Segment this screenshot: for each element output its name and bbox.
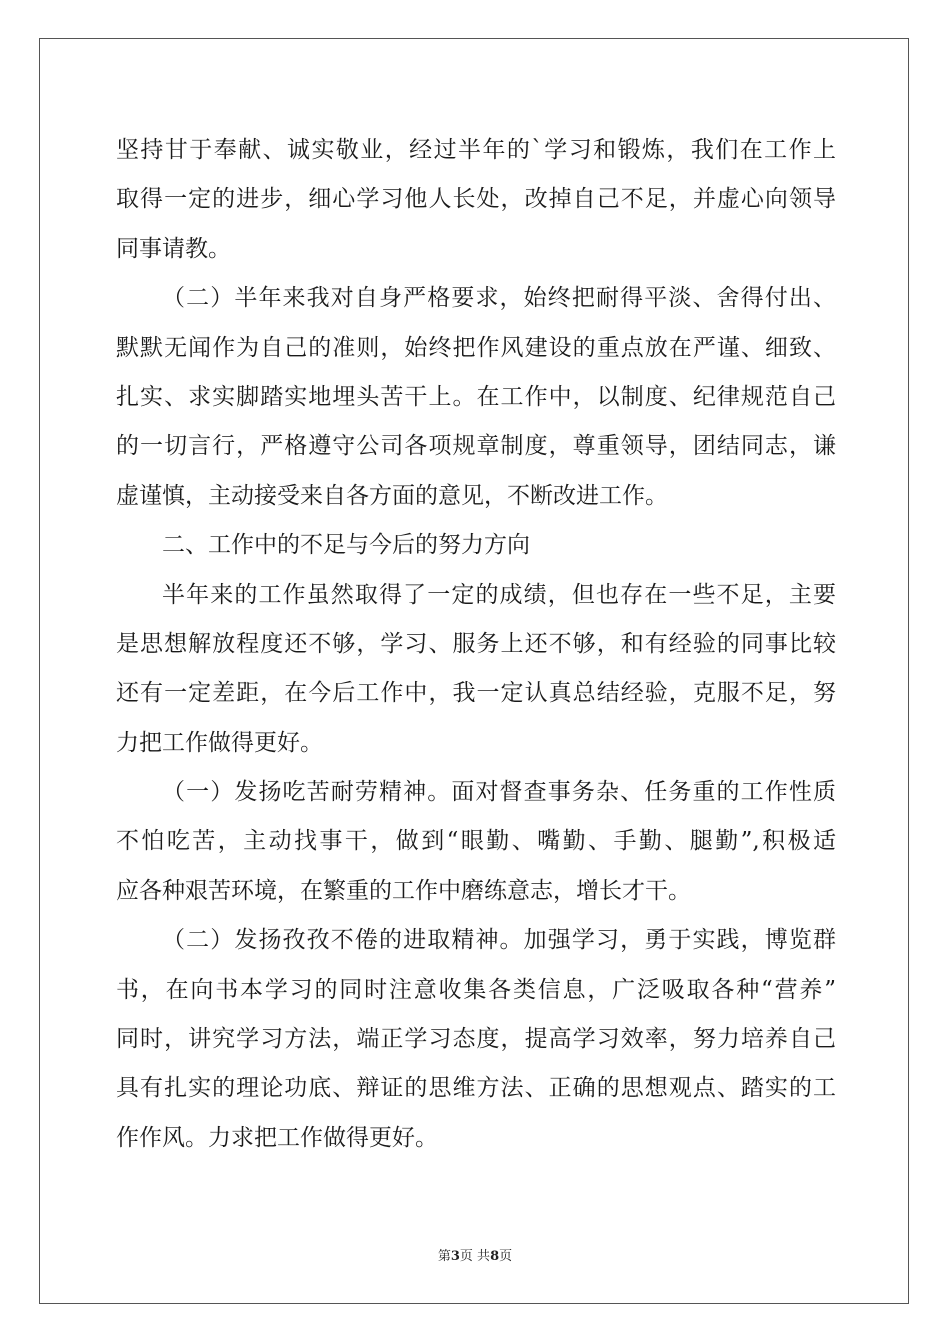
- text-line: 二、工作中的不足与今后的努力方向: [162, 532, 530, 559]
- paragraph: [116, 916, 836, 1163]
- text-line: 默默无闻作为自己的准则，始终把作风建设的重点放在严谨、细致、: [116, 334, 836, 361]
- text-line: 作作风。力求把工作做得更好。: [116, 1124, 438, 1151]
- text-line: （二）发扬孜孜不倦的进取精神。加强学习，勇于实践，博览群: [162, 927, 836, 954]
- text-line: 虚谨慎，主动接受来自各方面的意见，不断改进工作。: [116, 482, 668, 509]
- text-line: 具有扎实的理论功底、辩证的思维方法、正确的思想观点、踏实的工: [116, 1075, 836, 1102]
- paragraph: [116, 571, 836, 769]
- footer-mid: 页 共: [459, 1249, 491, 1264]
- paragraph: [116, 126, 836, 274]
- text-line: 半年来的工作虽然取得了一定的成绩，但也存在一些不足，主要: [162, 581, 836, 608]
- current-page-number: 3: [450, 1249, 460, 1264]
- paragraph: [116, 768, 836, 916]
- text-line: 还有一定差距，在今后工作中，我一定认真总结经验，克服不足，努: [116, 680, 836, 707]
- section-heading: [116, 521, 836, 570]
- text-line: （二）半年来我对自身严格要求，始终把耐得平淡、舍得付出、: [162, 285, 836, 312]
- text-line: 力把工作做得更好。: [116, 729, 323, 756]
- text-line: 扎实、求实脚踏实地埋头苦干上。在工作中，以制度、纪律规范自己: [116, 383, 836, 410]
- text-line: 是思想解放程度还不够，学习、服务上还不够，和有经验的同事比较: [116, 630, 836, 657]
- text-line: 坚持甘于奉献、诚实敬业，经过半年的`学习和锻炼，我们在工作上: [116, 137, 836, 163]
- document-body: [116, 126, 836, 1163]
- footer-prefix: 第: [437, 1249, 451, 1264]
- page-footer: [0, 1245, 950, 1264]
- footer-suffix: 页: [499, 1249, 513, 1264]
- total-page-count: 8: [490, 1249, 500, 1264]
- text-line: 书，在向书本学习的同时注意收集各类信息，广泛吸取各种“营养”: [116, 976, 836, 1003]
- text-line: （一）发扬吃苦耐劳精神。面对督查事务杂、任务重的工作性质: [162, 779, 836, 806]
- paragraph: [116, 274, 836, 521]
- text-line: 取得一定的进步，细心学习他人长处，改掉自己不足，并虚心向领导: [116, 186, 836, 213]
- text-line: 同事请教。: [116, 235, 231, 262]
- text-line: 不怕吃苦，主动找事干，做到“眼勤、嘴勤、手勤、腿勤”,积极适: [116, 828, 836, 855]
- text-line: 同时，讲究学习方法，端正学习态度，提高学习效率，努力培养自己: [116, 1026, 836, 1053]
- text-line: 应各种艰苦环境，在繁重的工作中磨练意志，增长才干。: [116, 877, 691, 904]
- text-line: 的一切言行，严格遵守公司各项规章制度，尊重领导，团结同志，谦: [116, 433, 836, 460]
